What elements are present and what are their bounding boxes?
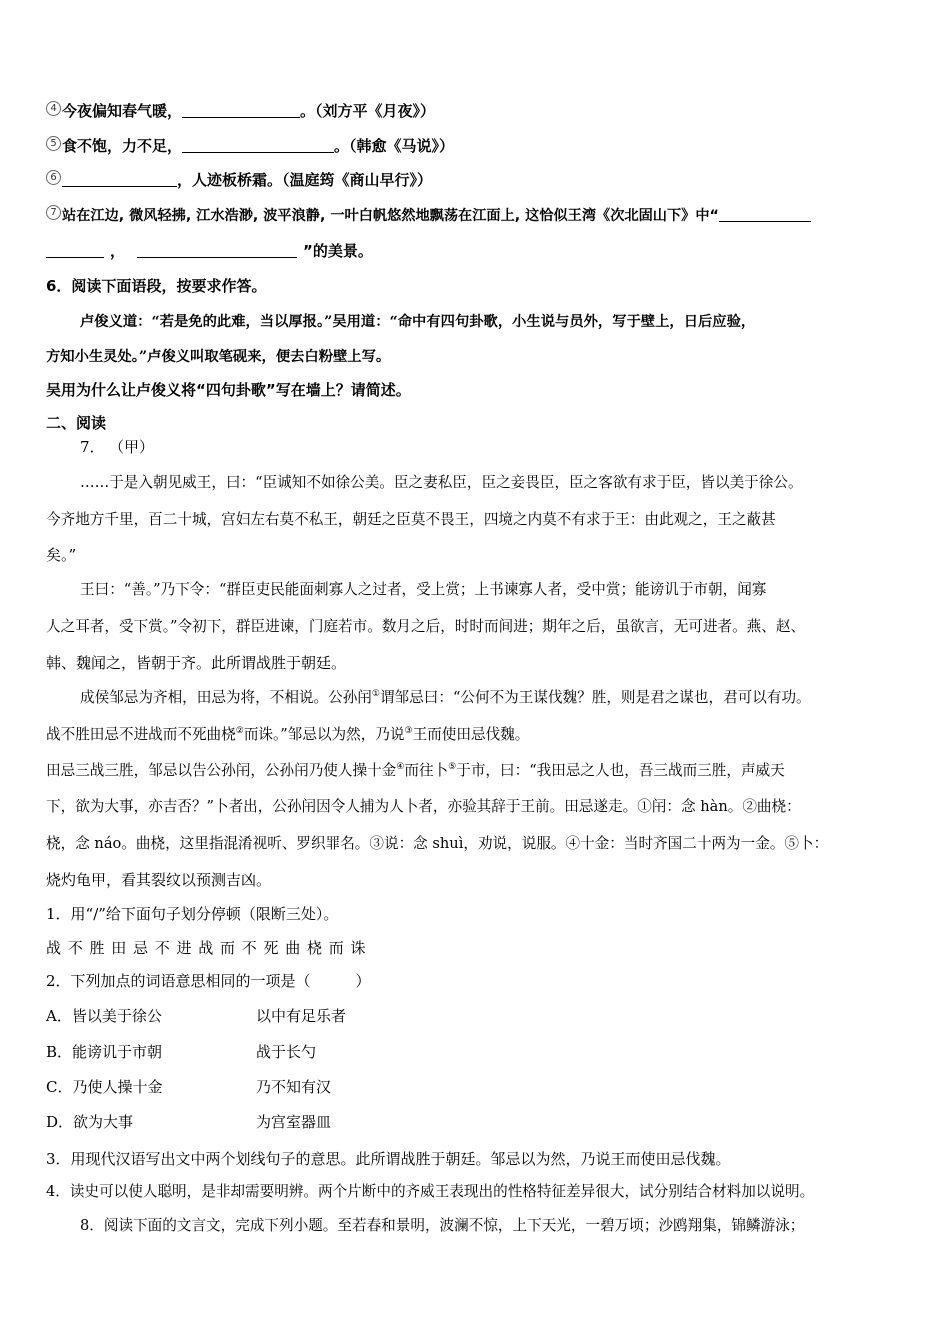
answer-blank[interactable] [137, 242, 297, 258]
passage-line: 卢俊义道：“若是免的此难，当以厚报。”吴用道：“命中有四句卦歌，小生说与员外，写于壁上，日后应验， [80, 314, 756, 330]
subquestion-4: 4．读史可以使人聪明，是非却需要明辨。两个片断中的齐威王表现出的性格特征差异很大，试分别结合材料加以说明。 [46, 1183, 815, 1200]
section-heading: 二、阅读 [46, 414, 107, 432]
passage-line: 人之耳者，受下赏。”令初下，群臣进谏，门庭若市。数月之后，时时而间进；期年之后，虽欲言，无可进者。燕、赵、 [46, 618, 806, 635]
passage-line: 矣。” [46, 546, 77, 564]
option-b[interactable]: B．能谤讥于市朝 战于长勺 [46, 1043, 317, 1061]
question-6-title: 6．阅读下面语段，按要求作答。 [46, 277, 267, 295]
option-a[interactable]: A．皆以美于徐公 以中有足乐者 [46, 1007, 347, 1025]
footnote-line: 烧灼龟甲，看其裂纹以预测吉凶。 [46, 871, 272, 889]
passage-line: 田忌三战三胜，邹忌以告公孙闬，公孙闬乃使人操十金④而往卜⑤于市，曰：“我田忌之人也，吾三战而三胜，声威天 [46, 762, 785, 779]
passage-line: 成侯邹忌为齐相，田忌为将，不相说。公孙闬①谓邹忌曰：“公何不为王谋伐魏？胜，则是君之谋也，君可以有功。 [80, 689, 811, 706]
fill-item-4: 4 今夜偏知春气暖， 。（刘方平《月夜》） [46, 101, 435, 121]
question-8: 8．阅读下面的文言文，完成下列小题。至若春和景明，波澜不惊，上下天光，一碧万顷；沙鸥翔集，锦鳞游泳； [80, 1217, 805, 1234]
fill-item-7-cont: ， ”的美景。 [46, 241, 373, 261]
option-d[interactable]: D．欲为大事 为宫室器皿 [46, 1113, 332, 1131]
fill-item-5: 5 食不饱，力不足， 。（韩愈《马说》） [46, 136, 454, 156]
answer-blank[interactable] [182, 137, 334, 153]
passage-line: 今齐地方千里，百二十城，宫妇左右莫不私王，朝廷之臣莫不畏王，四境之内莫不有求于王：由此观之，王之蔽甚 [46, 511, 776, 528]
option-c[interactable]: C．乃使人操十金 乃不知有汉 [46, 1078, 332, 1096]
question-7-head: 7． （甲） [80, 438, 155, 456]
passage-line: 战不胜田忌不进战而不死曲桡②而诛。”邹忌以为然，乃说③王而使田忌伐魏。 [46, 726, 530, 743]
subquestion-2: 2．下列加点的词语意思相同的一项是（ ） [46, 972, 371, 990]
answer-blank[interactable] [62, 171, 177, 187]
number-6-icon: 6 [46, 170, 61, 185]
answer-blank[interactable] [46, 242, 104, 258]
number-5-icon: 5 [46, 136, 61, 151]
subquestion-3: 3．用现代汉语写出文中两个划线句子的意思。此所谓战胜于朝廷。邹忌以为然，乃说王而使田忌伐魏。 [46, 1150, 731, 1168]
passage-line: ……于是入朝见威王，曰：“臣诚知不如徐公美。臣之妻私臣，臣之妾畏臣，臣之客欲有求于臣，皆以美于徐公。 [80, 474, 803, 491]
fill-item-6: 6 ，人迹板桥霜。（温庭筠《商山早行》） [46, 170, 432, 190]
passage-line: 下，欲为大事，亦吉否？”卜者出，公孙闬因令人捕为人卜者，亦验其辞于王前。田忌遂走。①闬：念 hàn。②曲桡： [46, 798, 801, 815]
passage-line: 韩、魏闻之，皆朝于齐。此所谓战胜于朝廷。 [46, 654, 347, 672]
number-7-icon: 7 [46, 205, 61, 220]
question-6-prompt: 吴用为什么让卢俊义将“四句卦歌”写在墙上？请简述。 [46, 381, 411, 399]
answer-blank[interactable] [719, 206, 811, 222]
fill-item-7: 7 站在江边, 微风轻拂, 江水浩渺, 波平浪静, 一叶白帆悠然地飘荡在江面上, 这恰似王湾《次北固山下》中“ [46, 205, 811, 226]
footnote-line: 桡，念 náo。曲桡，这里指混淆视听、罗织罪名。③说：念 shuì，劝说，说服。④十金：当时齐国二十两为一金。⑤卜： [46, 835, 829, 852]
passage-line: 王曰：“善。”乃下令：“群臣吏民能面刺寡人之过者，受上赏；上书谏寡人者，受中赏；能谤讥于市朝，闻寡 [80, 581, 767, 598]
subquestion-1: 1．用“/”给下面句子划分停顿（限断三处）。 [46, 905, 339, 923]
subquestion-1-sentence: 战不胜田忌不进战而不死曲桡而诛 [46, 939, 373, 957]
passage-line: 方知小生灵处。”卢俊义叫取笔砚来，便去白粉壁上写。 [46, 349, 391, 365]
number-4-icon: 4 [46, 101, 61, 116]
answer-blank[interactable] [182, 102, 300, 118]
